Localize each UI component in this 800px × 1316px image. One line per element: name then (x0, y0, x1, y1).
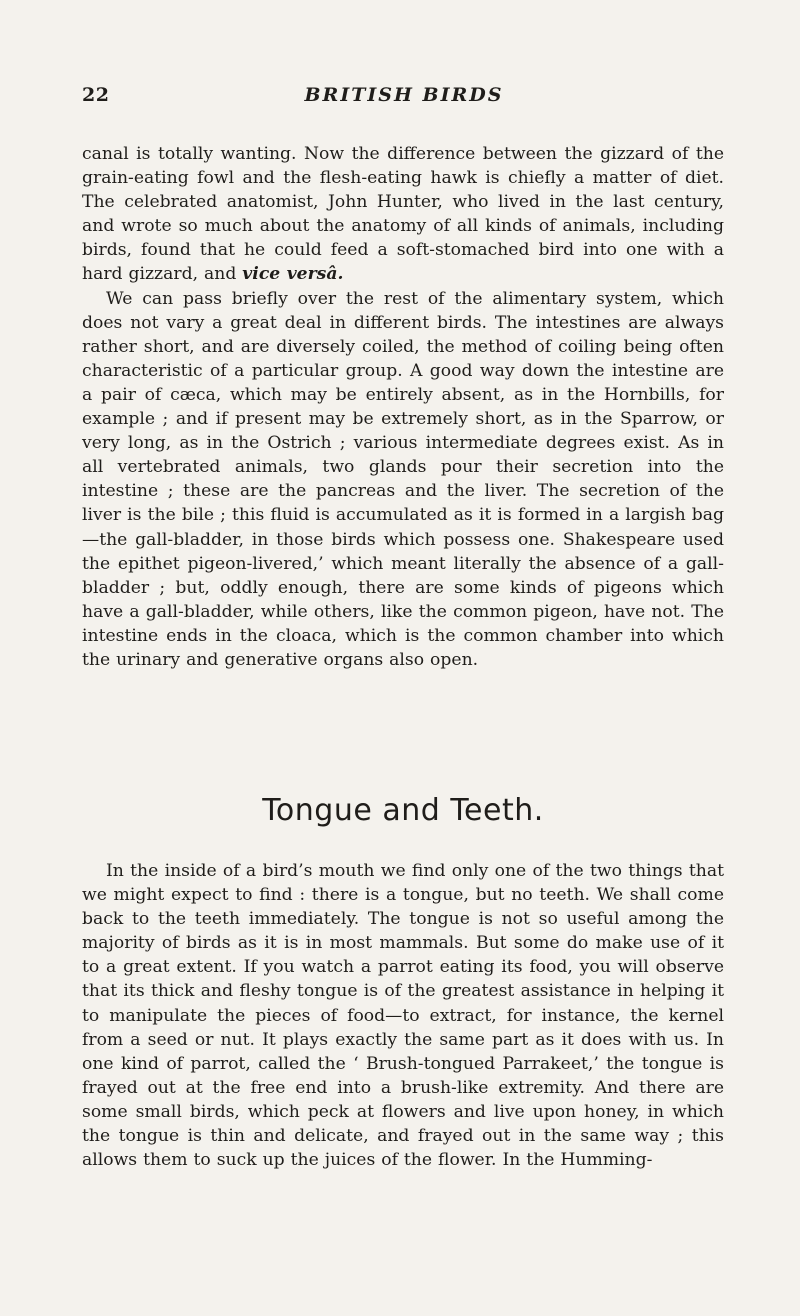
text-block-lower (82, 859, 724, 1172)
running-head (82, 84, 726, 118)
paragraph-alimentary-system: We can pass briefly over the rest of the alimentary system, which does not vary a great deal in different birds. The intestines are always rather short, and are diversely coiled, the method of coiling being often characteristic of a particular group. A good way down the intestine are a pair of cæca, which may be entirely absent, as in the Hornbills, for example ; and if present may be extremely short, as in the Sparrow, or very long, as in the Ostrich ; various intermediate degrees exist. As in all vertebrated animals, two glands pour their secretion into the intestine ; these are the pancreas and the liver. The secretion of the liver is the bile ; this fluid is accumulated as it is formed in a largish bag—the gall-bladder, in those birds which possess one. Shakespeare used the epithet pigeon-livered,’ which meant literally the absence of a gall-bladder ; but, oddly enough, there are some kinds of pigeons which have a gall-bladder, while others, like the common pigeon, have not. The intestine ends in the cloaca, which is the common chamber into which the urinary and generative organs also open. (82, 288, 724, 670)
vice-versa-italic: vice versâ. (242, 264, 344, 285)
section-heading-tongue-and-teeth: Tongue and Teeth. (262, 793, 544, 828)
text-block-upper (82, 142, 724, 672)
page-number: 22 (82, 84, 110, 106)
paragraph-gizzard-text: canal is totally wanting. Now the difference between the gizzard of the grain-eating fowl and the flesh-eating hawk is chiefly a matter of diet. The celebrated anatomist, John Hunter, who lived in the last century, and wrote so much about the anatomy of all kinds of animals, including birds, found that he could feed a soft-stomached bird into one with a hard gizzard, and (82, 144, 724, 285)
running-title: BRITISH BIRDS (304, 84, 504, 106)
paragraph-tongue: In the inside of a bird’s mouth we find only one of the two things that we might expect to find : there is a tongue, but no teeth. We shall come back to the teeth immediately. The tongue is not so useful among the majority of birds as it is in most mammals. But some do make use of it to a great extent. If you watch a parrot eating its food, you will observe that its thick and fleshy tongue is of the greatest assistance in helping it to manipulate the pieces of food—to extract, for instance, the kernel from a seed or nut. It plays exactly the same part as it does with us. In one kind of parrot, called the ‘ Brush-tongued Parrakeet,’ the tongue is frayed out at the free end into a brush-like extremity. And there are some small birds, which peck at flowers and live upon honey, in which the tongue is thin and delicate, and frayed out in the same way ; this allows them to suck up the juices of the flower. In the Humming- (82, 861, 724, 1171)
paragraph-gizzard (82, 142, 724, 287)
